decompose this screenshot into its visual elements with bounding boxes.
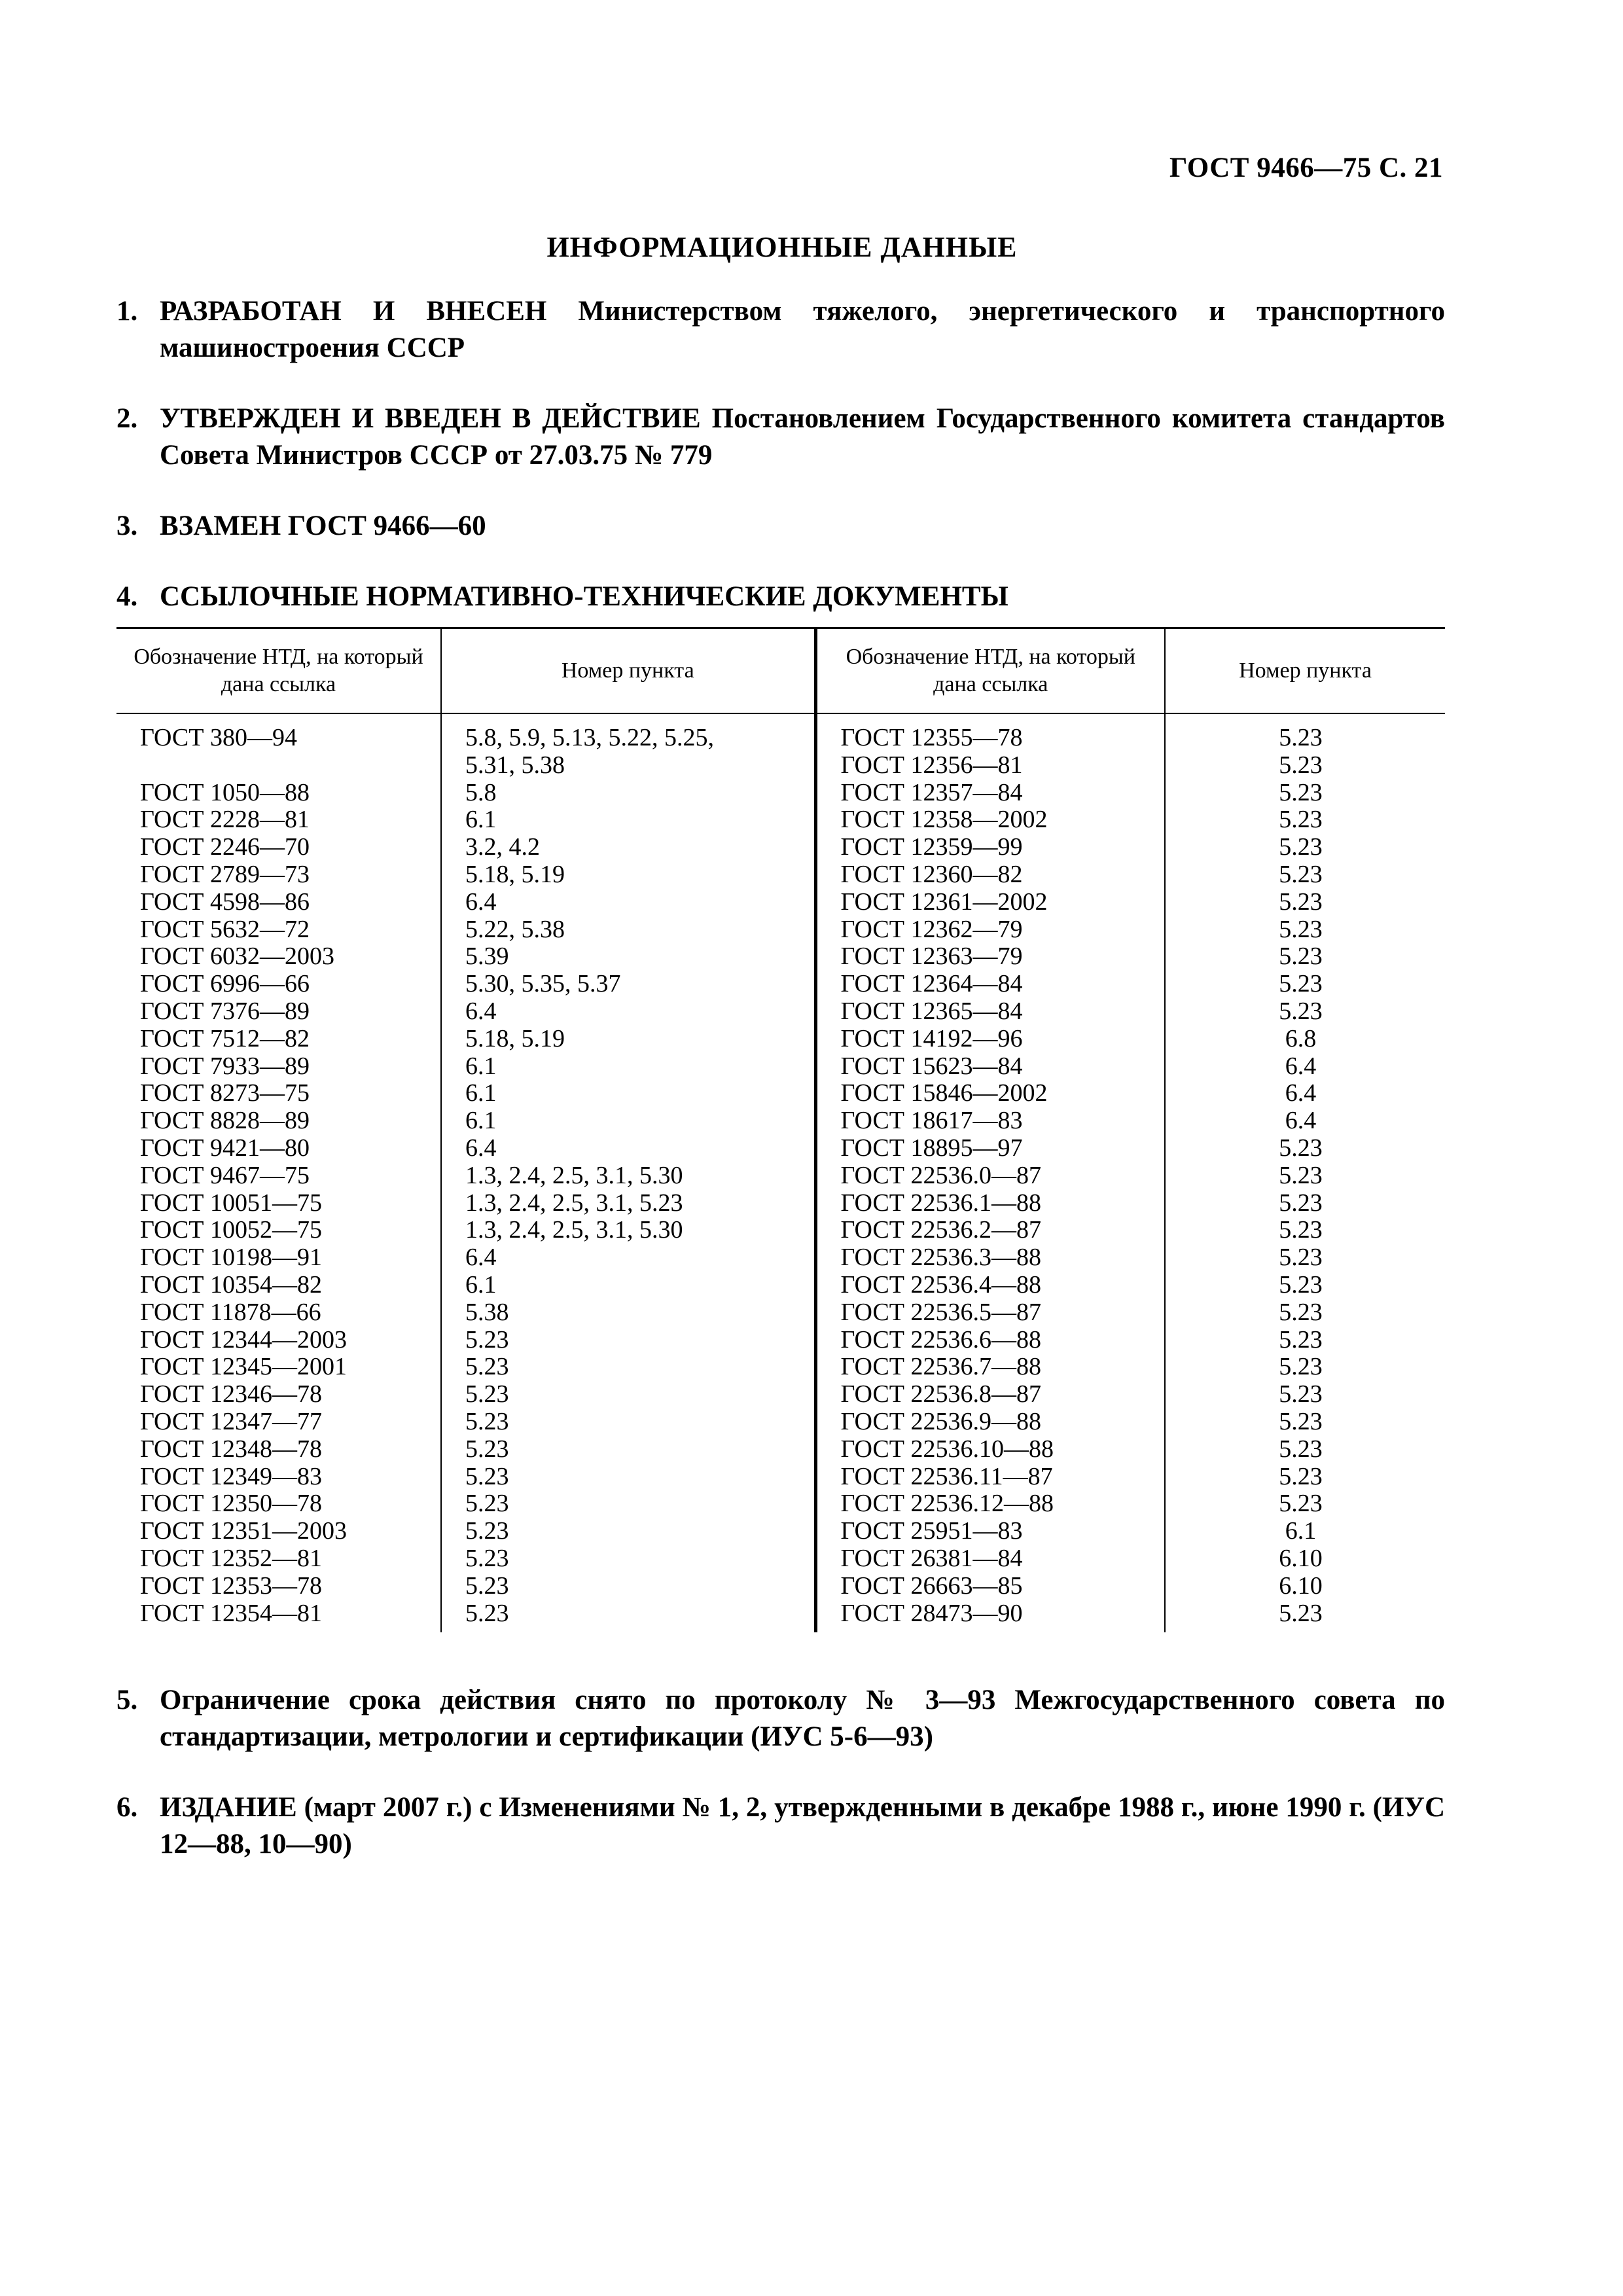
table-row xyxy=(116,861,1445,889)
clause-left: 6.1 xyxy=(441,1272,815,1299)
clause-right: 5.23 xyxy=(1279,1216,1323,1244)
spacer-cell xyxy=(116,1627,441,1632)
clause-right: 5.23 xyxy=(1279,970,1323,998)
clause-right: 6.1 xyxy=(1285,1517,1317,1545)
ref-doc-left: ГОСТ 5632—72 xyxy=(116,916,441,944)
clause-left: 5.38 xyxy=(441,1299,815,1327)
clause-left: 5.23 xyxy=(441,1518,815,1545)
table-row xyxy=(116,1463,1445,1491)
clause-left: 5.23 xyxy=(441,1545,815,1573)
ref-doc-right: ГОСТ 22536.10—88 xyxy=(815,1436,1165,1463)
table-row xyxy=(116,971,1445,998)
ref-doc-left: ГОСТ 10198—91 xyxy=(116,1244,441,1272)
clause-right: 5.23 xyxy=(1279,1325,1323,1354)
clause-right: 6.4 xyxy=(1285,1079,1317,1107)
ref-doc-right: ГОСТ 12360—82 xyxy=(815,861,1165,889)
clause-left: 6.1 xyxy=(441,806,815,834)
table-row xyxy=(116,998,1445,1026)
clause-right: 5.23 xyxy=(1279,1189,1323,1217)
clause-left: 5.18, 5.19 xyxy=(441,861,815,889)
info-item-replaces xyxy=(116,508,1445,545)
info-item-developed xyxy=(116,293,1445,367)
ref-doc-right: ГОСТ 15623—84 xyxy=(815,1053,1165,1081)
info-item-approved xyxy=(116,401,1445,474)
clause-left: 5.23 xyxy=(441,1600,815,1628)
ref-doc-right: ГОСТ 22536.12—88 xyxy=(815,1490,1165,1518)
clause-right: 5.23 xyxy=(1279,997,1323,1025)
clause-left: 5.31, 5.38 xyxy=(441,752,815,780)
spacer-cell xyxy=(1165,1627,1445,1632)
clause-left: 5.23 xyxy=(441,1381,815,1408)
ref-doc-left: ГОСТ 2246—70 xyxy=(116,834,441,861)
ref-doc-left: ГОСТ 6032—2003 xyxy=(116,943,441,971)
ref-doc-left: ГОСТ 10051—75 xyxy=(116,1190,441,1217)
clause-left: 6.4 xyxy=(441,1244,815,1272)
table-row xyxy=(116,1518,1445,1545)
ref-doc-left: ГОСТ 12349—83 xyxy=(116,1463,441,1491)
ref-doc-right: ГОСТ 12356—81 xyxy=(815,752,1165,780)
ref-doc-left xyxy=(116,752,441,780)
clause-left: 1.3, 2.4, 2.5, 3.1, 5.30 xyxy=(441,1162,815,1190)
clause-left: 5.18, 5.19 xyxy=(441,1026,815,1053)
clause-right: 5.23 xyxy=(1279,806,1323,834)
ref-doc-right: ГОСТ 12365—84 xyxy=(815,998,1165,1026)
clause-left: 5.22, 5.38 xyxy=(441,916,815,944)
item-text: РАЗРАБОТАН И ВНЕСЕН Министерством тяжелого, энергетического и транспортного машиностроения СССР xyxy=(160,296,1445,363)
table-row xyxy=(116,1600,1445,1628)
clause-left: 5.23 xyxy=(441,1436,815,1463)
clause-left: 6.1 xyxy=(441,1107,815,1135)
ref-doc-left: ГОСТ 8273—75 xyxy=(116,1080,441,1107)
item-number: 5. xyxy=(116,1685,138,1715)
table-row xyxy=(116,1381,1445,1408)
table-row xyxy=(116,1327,1445,1354)
ref-doc-right: ГОСТ 26663—85 xyxy=(815,1573,1165,1600)
item-number: 2. xyxy=(116,403,138,434)
ref-doc-right: ГОСТ 14192—96 xyxy=(815,1026,1165,1053)
clause-right: 5.23 xyxy=(1279,1490,1323,1518)
ref-doc-right: ГОСТ 12361—2002 xyxy=(815,889,1165,916)
page-header: ГОСТ 9466—75 С. 21 xyxy=(1169,152,1443,183)
header-clause-right: Номер пункта xyxy=(1165,628,1445,714)
clause-right: 5.23 xyxy=(1279,1599,1323,1627)
table-row xyxy=(116,1408,1445,1436)
clause-right: 6.10 xyxy=(1279,1544,1323,1572)
table-row xyxy=(116,1354,1445,1381)
ref-doc-right: ГОСТ 12364—84 xyxy=(815,971,1165,998)
ref-doc-right: ГОСТ 22536.4—88 xyxy=(815,1272,1165,1299)
table-row xyxy=(116,1053,1445,1081)
ref-doc-left: ГОСТ 8828—89 xyxy=(116,1107,441,1135)
ref-doc-left: ГОСТ 9421—80 xyxy=(116,1135,441,1162)
ref-doc-right: ГОСТ 22536.11—87 xyxy=(815,1463,1165,1491)
ref-doc-right: ГОСТ 22536.9—88 xyxy=(815,1408,1165,1436)
item-text: ССЫЛОЧНЫЕ НОРМАТИВНО-ТЕХНИЧЕСКИЕ ДОКУМЕНТЫ xyxy=(160,581,1008,612)
table-row xyxy=(116,943,1445,971)
table-row xyxy=(116,1080,1445,1107)
item-number: 3. xyxy=(116,511,138,541)
clause-right: 5.23 xyxy=(1279,860,1323,888)
clause-right: 5.23 xyxy=(1279,1435,1323,1463)
ref-doc-right: ГОСТ 22536.7—88 xyxy=(815,1354,1165,1381)
clause-left: 5.23 xyxy=(441,1408,815,1436)
info-item-validity xyxy=(116,1682,1445,1755)
table-row xyxy=(116,806,1445,834)
ref-doc-right: ГОСТ 22536.6—88 xyxy=(815,1327,1165,1354)
table-row xyxy=(116,1162,1445,1190)
table-row xyxy=(116,1135,1445,1162)
table-row xyxy=(116,780,1445,807)
table-header-row xyxy=(116,628,1445,714)
clause-right: 5.23 xyxy=(1279,751,1323,779)
info-item-edition xyxy=(116,1789,1445,1863)
ref-doc-right: ГОСТ 22536.5—87 xyxy=(815,1299,1165,1327)
clause-left: 5.30, 5.35, 5.37 xyxy=(441,971,815,998)
ref-doc-right: ГОСТ 12359—99 xyxy=(815,834,1165,861)
table-row xyxy=(116,1490,1445,1518)
table-row xyxy=(116,1545,1445,1573)
clause-right: 5.23 xyxy=(1279,915,1323,943)
spacer-cell xyxy=(441,1627,815,1632)
clause-left: 3.2, 4.2 xyxy=(441,834,815,861)
ref-doc-right: ГОСТ 28473—90 xyxy=(815,1600,1165,1628)
ref-doc-right: ГОСТ 12357—84 xyxy=(815,780,1165,807)
ref-doc-right: ГОСТ 22536.1—88 xyxy=(815,1190,1165,1217)
clause-left: 6.4 xyxy=(441,889,815,916)
item-text: ВЗАМЕН ГОСТ 9466—60 xyxy=(160,511,486,541)
ref-doc-left: ГОСТ 12350—78 xyxy=(116,1490,441,1518)
clause-right: 5.23 xyxy=(1279,778,1323,806)
clause-left: 5.23 xyxy=(441,1327,815,1354)
clause-left: 5.39 xyxy=(441,943,815,971)
ref-doc-right: ГОСТ 25951—83 xyxy=(815,1518,1165,1545)
clause-right: 5.23 xyxy=(1279,942,1323,971)
clause-left: 5.23 xyxy=(441,1573,815,1600)
table-body xyxy=(116,713,1445,1632)
table-row xyxy=(116,1107,1445,1135)
reference-documents-table xyxy=(116,627,1445,1632)
table-row xyxy=(116,889,1445,916)
clause-right: 5.23 xyxy=(1279,888,1323,916)
clause-left: 1.3, 2.4, 2.5, 3.1, 5.30 xyxy=(441,1217,815,1244)
info-items-top xyxy=(116,293,1445,615)
table-row xyxy=(116,1190,1445,1217)
ref-doc-left: ГОСТ 12351—2003 xyxy=(116,1518,441,1545)
clause-right: 5.23 xyxy=(1279,1407,1323,1435)
ref-doc-right: ГОСТ 12355—78 xyxy=(815,713,1165,752)
item-number: 6. xyxy=(116,1792,138,1823)
spacer-cell xyxy=(815,1627,1165,1632)
ref-doc-right: ГОСТ 12362—79 xyxy=(815,916,1165,944)
ref-doc-left: ГОСТ 6996—66 xyxy=(116,971,441,998)
ref-doc-left: ГОСТ 12347—77 xyxy=(116,1408,441,1436)
table-row xyxy=(116,834,1445,861)
clause-right: 6.8 xyxy=(1285,1024,1317,1052)
ref-doc-right: ГОСТ 22536.8—87 xyxy=(815,1381,1165,1408)
clause-left: 5.8 xyxy=(441,780,815,807)
ref-doc-right: ГОСТ 12363—79 xyxy=(815,943,1165,971)
ref-doc-right: ГОСТ 22536.3—88 xyxy=(815,1244,1165,1272)
ref-doc-right: ГОСТ 15846—2002 xyxy=(815,1080,1165,1107)
ref-doc-left: ГОСТ 11878—66 xyxy=(116,1299,441,1327)
table-row xyxy=(116,1217,1445,1244)
table-row xyxy=(116,752,1445,780)
ref-doc-left: ГОСТ 10354—82 xyxy=(116,1272,441,1299)
clause-left: 1.3, 2.4, 2.5, 3.1, 5.23 xyxy=(441,1190,815,1217)
clause-left: 5.8, 5.9, 5.13, 5.22, 5.25, xyxy=(441,713,815,752)
ref-doc-right: ГОСТ 18895—97 xyxy=(815,1135,1165,1162)
ref-doc-left: ГОСТ 380—94 xyxy=(116,713,441,752)
info-items-bottom xyxy=(116,1682,1445,1863)
clause-right: 5.23 xyxy=(1279,1161,1323,1189)
clause-right: 5.23 xyxy=(1279,1134,1323,1162)
info-item-references xyxy=(116,579,1445,615)
clause-right: 5.23 xyxy=(1279,724,1323,751)
ref-doc-left: ГОСТ 12352—81 xyxy=(116,1545,441,1573)
ref-doc-left: ГОСТ 1050—88 xyxy=(116,780,441,807)
ref-doc-left: ГОСТ 10052—75 xyxy=(116,1217,441,1244)
clause-right: 5.23 xyxy=(1279,1462,1323,1490)
table-row xyxy=(116,1299,1445,1327)
ref-doc-right: ГОСТ 26381—84 xyxy=(815,1545,1165,1573)
section-title: ИНФОРМАЦИОННЫЕ ДАННЫЕ xyxy=(546,231,1018,263)
ref-doc-left: ГОСТ 12353—78 xyxy=(116,1573,441,1600)
clause-right: 6.4 xyxy=(1285,1107,1317,1135)
item-text: Ограничение срока действия снято по протоколу № 3—93 Межгосударственного совета по стандартизации, метрологии и сертификации (ИУС 5-6—93) xyxy=(160,1685,1445,1752)
item-number: 1. xyxy=(116,296,138,327)
table-row xyxy=(116,1244,1445,1272)
clause-left: 5.23 xyxy=(441,1463,815,1491)
ref-doc-left: ГОСТ 7933—89 xyxy=(116,1053,441,1081)
clause-right: 6.10 xyxy=(1279,1571,1323,1600)
ref-doc-left: ГОСТ 9467—75 xyxy=(116,1162,441,1190)
ref-doc-left: ГОСТ 4598—86 xyxy=(116,889,441,916)
table-row xyxy=(116,1026,1445,1053)
ref-doc-left: ГОСТ 12345—2001 xyxy=(116,1354,441,1381)
clause-right: 5.23 xyxy=(1279,1244,1323,1272)
item-number: 4. xyxy=(116,581,138,612)
clause-left: 6.1 xyxy=(441,1080,815,1107)
clause-left: 6.1 xyxy=(441,1053,815,1081)
table-row xyxy=(116,1272,1445,1299)
ref-doc-right: ГОСТ 22536.2—87 xyxy=(815,1217,1165,1244)
ref-doc-right: ГОСТ 12358—2002 xyxy=(815,806,1165,834)
ref-doc-left: ГОСТ 2789—73 xyxy=(116,861,441,889)
table-row xyxy=(116,713,1445,752)
header-doc-left: Обозначение НТД, на который дана ссылка xyxy=(116,628,441,714)
header-doc-right: Обозначение НТД, на который дана ссылка xyxy=(815,628,1165,714)
ref-doc-left: ГОСТ 12354—81 xyxy=(116,1600,441,1628)
table-row xyxy=(116,1573,1445,1600)
item-text: УТВЕРЖДЕН И ВВЕДЕН В ДЕЙСТВИЕ Постановлением Государственного комитета стандартов Совета Министров СССР от 27.03.75 № 779 xyxy=(160,403,1445,471)
clause-right: 5.23 xyxy=(1279,1380,1323,1408)
table-row xyxy=(116,1436,1445,1463)
header-clause-left: Номер пункта xyxy=(441,628,815,714)
table-row xyxy=(116,916,1445,944)
item-text: ИЗДАНИЕ (март 2007 г.) с Изменениями № 1, 2, утвержденными в декабре 1988 г., июне 1990 г. (ИУС 12—88, 10—90) xyxy=(160,1792,1445,1859)
clause-right: 6.4 xyxy=(1285,1052,1317,1080)
ref-doc-right: ГОСТ 22536.0—87 xyxy=(815,1162,1165,1190)
clause-left: 5.23 xyxy=(441,1354,815,1381)
clause-right: 5.23 xyxy=(1279,833,1323,861)
ref-doc-left: ГОСТ 12346—78 xyxy=(116,1381,441,1408)
ref-doc-right: ГОСТ 18617—83 xyxy=(815,1107,1165,1135)
table-spacer-row xyxy=(116,1627,1445,1632)
clause-right: 5.23 xyxy=(1279,1353,1323,1381)
ref-doc-left: ГОСТ 2228—81 xyxy=(116,806,441,834)
clause-left: 5.23 xyxy=(441,1490,815,1518)
ref-doc-left: ГОСТ 7512—82 xyxy=(116,1026,441,1053)
clause-right: 5.23 xyxy=(1279,1298,1323,1326)
ref-doc-left: ГОСТ 7376—89 xyxy=(116,998,441,1026)
clause-left: 6.4 xyxy=(441,998,815,1026)
clause-right: 5.23 xyxy=(1279,1270,1323,1299)
ref-doc-left: ГОСТ 12344—2003 xyxy=(116,1327,441,1354)
ref-doc-left: ГОСТ 12348—78 xyxy=(116,1436,441,1463)
clause-left: 6.4 xyxy=(441,1135,815,1162)
